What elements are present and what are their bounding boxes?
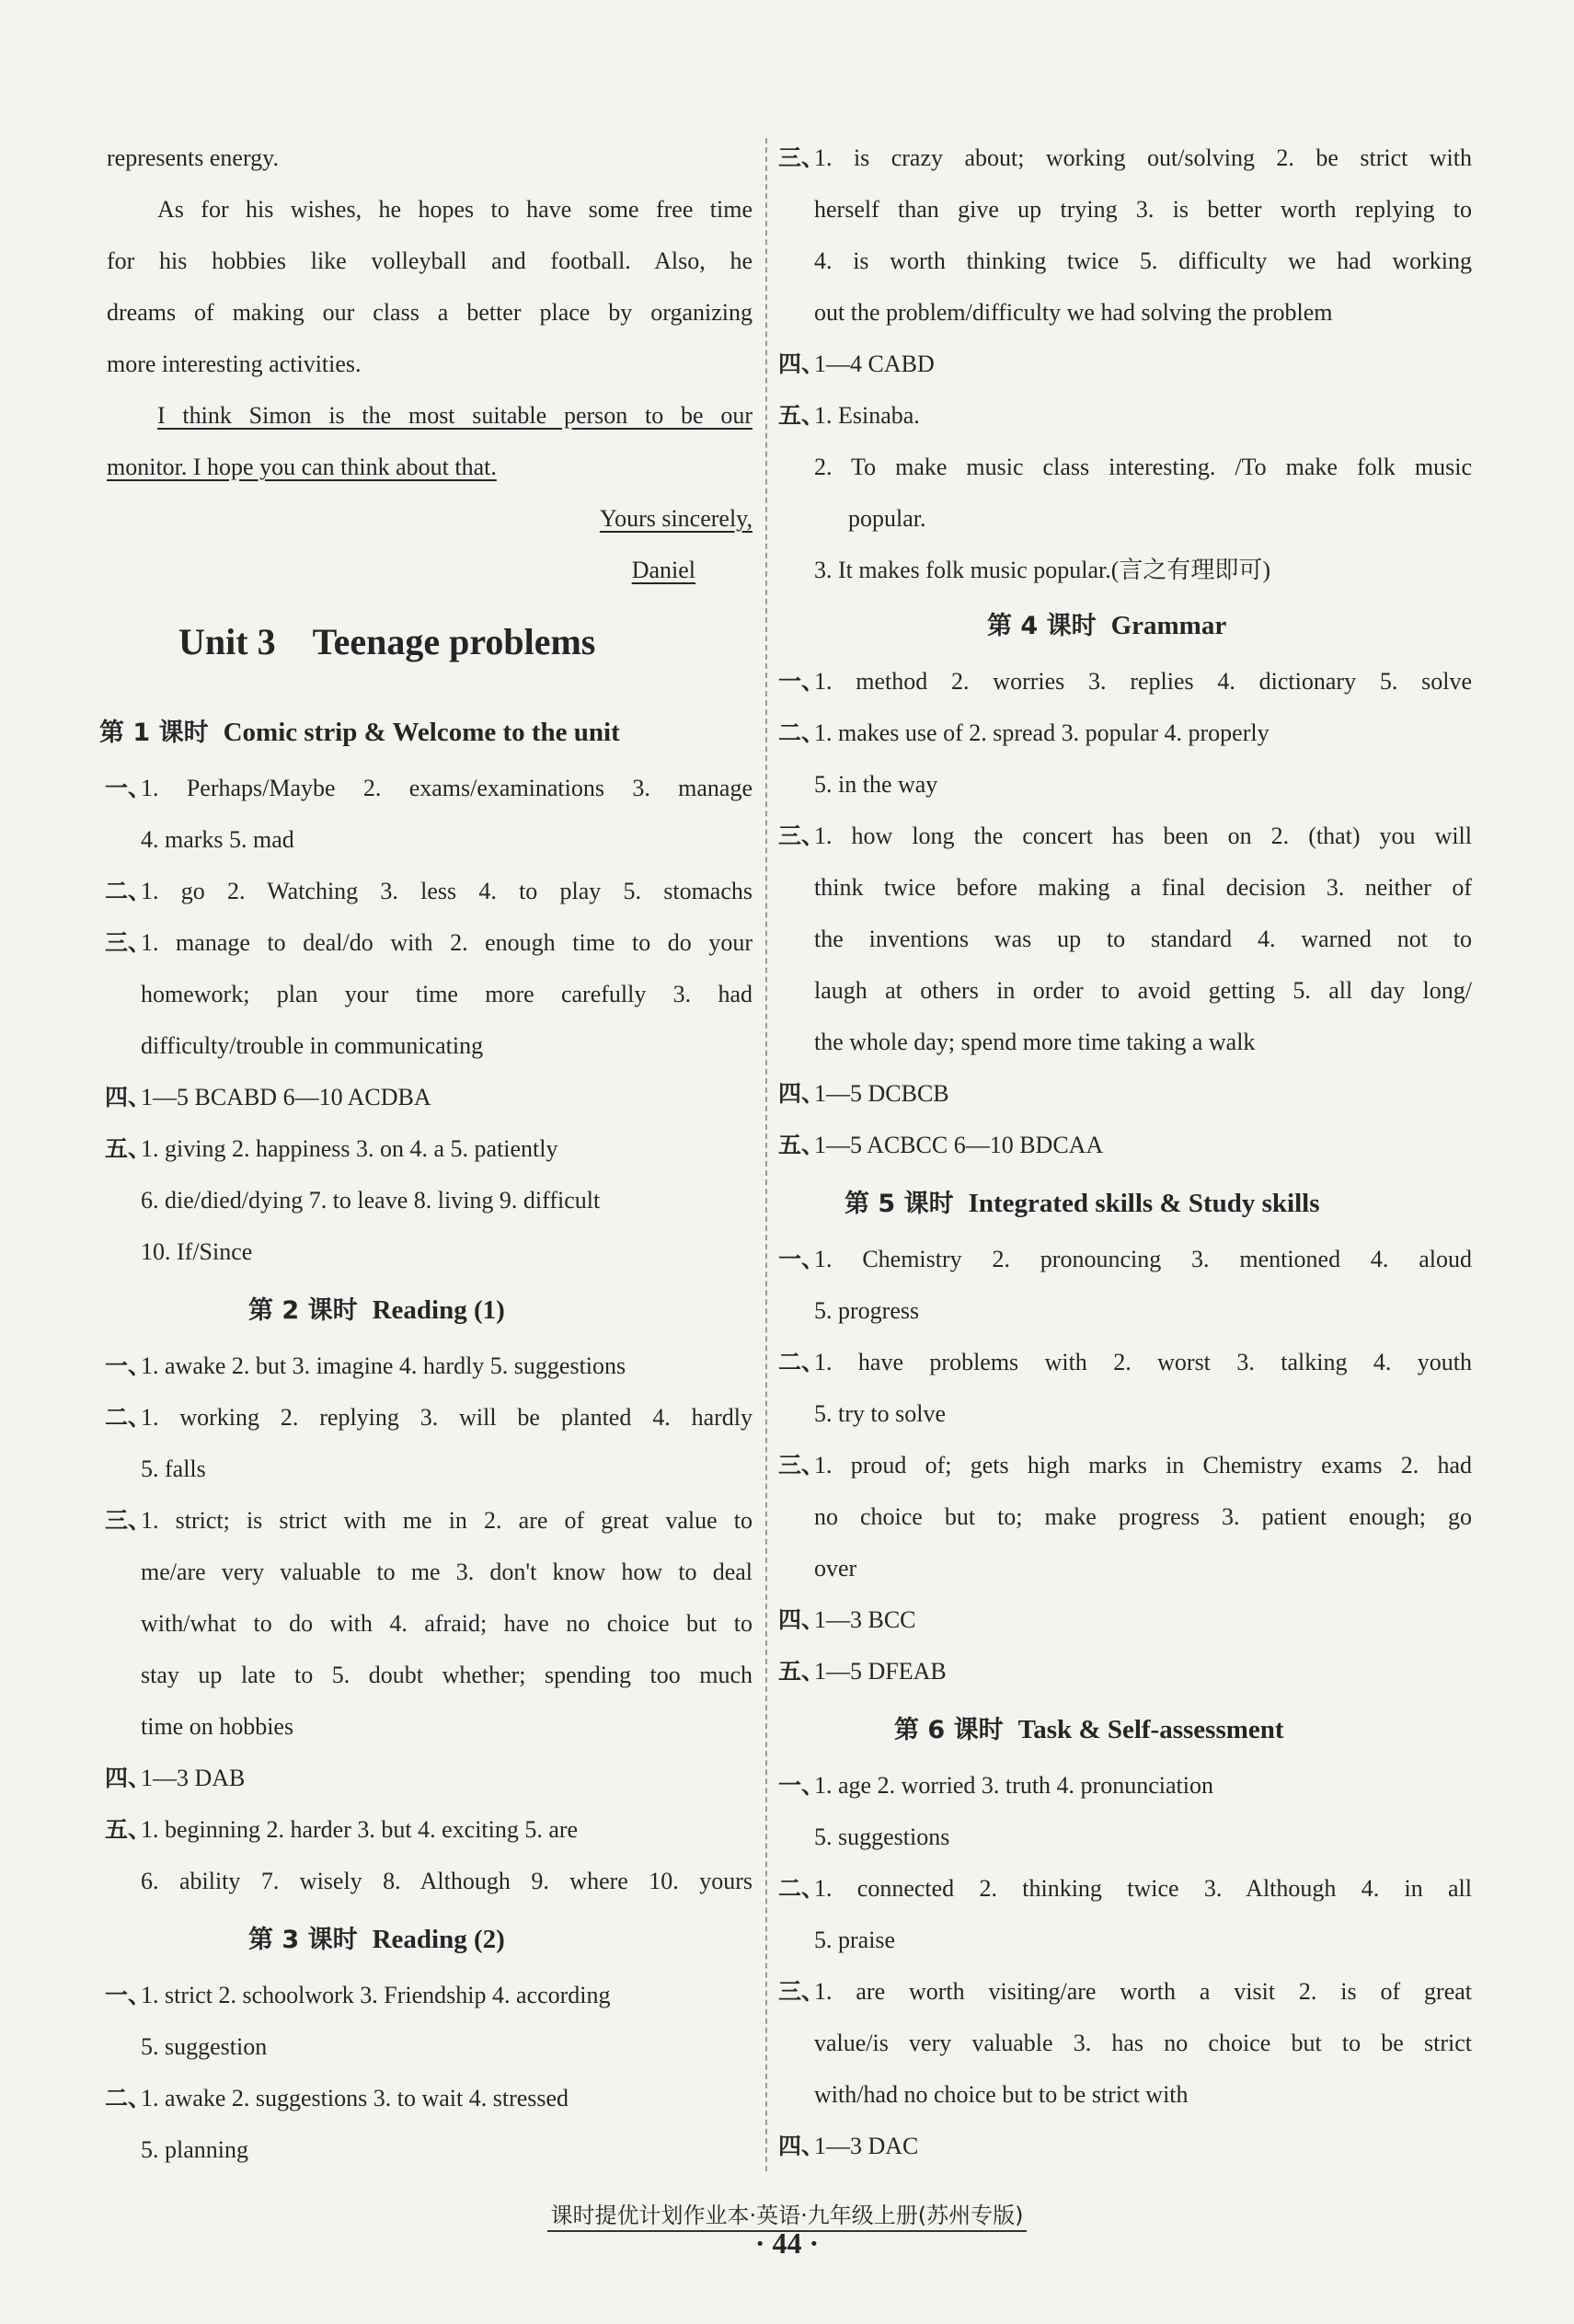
page-number: · 44 · (754, 2226, 820, 2260)
section-marker: 四、 (105, 1765, 152, 1791)
answer-text: 1—4 CABD (814, 351, 935, 377)
section-marker: 一、 (105, 1352, 152, 1379)
section-marker: 二、 (105, 878, 152, 904)
section-marker: 一、 (778, 1246, 825, 1272)
answer-text: 1. proud of; gets high marks in Chemistry exams 2. had (814, 1452, 1472, 1478)
section-marker: 三、 (778, 823, 825, 849)
answer-text: 1. manage to deal/do with 2. enough time to do your (141, 929, 753, 956)
answer-text: 1—5 BCABD 6—10 ACDBA (141, 1084, 431, 1110)
section-marker: 四、 (778, 1080, 825, 1107)
answer-line: 5. planning (141, 2136, 248, 2163)
section-marker: 二、 (778, 719, 825, 746)
answer-line: 2. To make music class interesting. /To make folk music (814, 454, 1472, 480)
answer-line: me/are very valuable to me 3. don't know how to deal (141, 1559, 753, 1585)
letter-signature: Daniel (631, 557, 695, 583)
section-marker: 五、 (105, 1816, 152, 1843)
book-title: 课时提优计划作业本·英语·九年级上册(苏州专版) (0, 2197, 1574, 2229)
section-marker: 一、 (778, 1772, 825, 1799)
letter-line: As for his wishes, he hopes to have some free time (157, 196, 753, 223)
answer-line: 3. It makes folk music popular.(言之有理即可) (814, 557, 1271, 583)
answer-text: 1—3 DAB (141, 1765, 246, 1791)
answer-text: 1. awake 2. but 3. imagine 4. hardly 5. suggestions (141, 1352, 626, 1379)
answer-line: difficulty/trouble in communicating (141, 1032, 484, 1059)
section-marker: 三、 (105, 1507, 152, 1534)
answer-text: 1. age 2. worried 3. truth 4. pronunciation (814, 1772, 1213, 1799)
section-marker: 四、 (778, 1606, 825, 1633)
answer-line: no choice but to; make progress 3. patient enough; go (814, 1503, 1472, 1530)
answer-text: 1—3 DAC (814, 2133, 919, 2159)
lesson-2-heading: 第 2 课时 Reading (1) (248, 1295, 505, 1325)
answer-text: 1. makes use of 2. spread 3. popular 4. properly (814, 719, 1270, 746)
section-marker: 五、 (105, 1135, 152, 1162)
section-marker: 二、 (105, 1404, 152, 1431)
letter-line-underlined: I think Simon is the most suitable person to be our (157, 402, 753, 429)
answer-text: 1. have problems with 2. worst 3. talking 4. youth (814, 1349, 1472, 1375)
section-marker: 五、 (778, 1658, 825, 1685)
section-marker: 二、 (778, 1349, 825, 1375)
answer-line: 6. die/died/dying 7. to leave 8. living 9. difficult (141, 1187, 601, 1214)
answer-text: 1. Esinaba. (814, 402, 920, 429)
answer-text: 1. strict; is strict with me in 2. are of great value to (141, 1507, 753, 1534)
answer-line: 5. praise (814, 1927, 896, 1953)
answer-line: with/had no choice but to be strict with (814, 2081, 1189, 2108)
answer-text: 1. giving 2. happiness 3. on 4. a 5. patiently (141, 1135, 558, 1162)
answer-line: 4. marks 5. mad (141, 826, 294, 853)
lesson-6-heading: 第 6 课时 Task & Self-assessment (894, 1715, 1284, 1744)
answer-text: 1. go 2. Watching 3. less 4. to play 5. stomachs (141, 878, 753, 904)
answer-line: value/is very valuable 3. has no choice but to be strict (814, 2030, 1472, 2056)
section-marker: 四、 (778, 351, 825, 377)
answer-text: 1—3 BCC (814, 1606, 916, 1633)
answer-line: 5. try to solve (814, 1400, 946, 1427)
answer-text: 1. connected 2. thinking twice 3. Although 4. in all (814, 1875, 1472, 1902)
section-marker: 四、 (778, 2133, 825, 2159)
lesson-3-heading: 第 3 课时 Reading (2) (248, 1925, 505, 1954)
column-divider (765, 138, 767, 2171)
section-marker: 一、 (105, 1982, 152, 2008)
answer-line: the inventions was up to standard 4. warned not to (814, 926, 1472, 952)
unit-title: Unit 3 Teenage problems (178, 621, 596, 662)
answer-text: 1. are worth visiting/are worth a visit 2. is of great (814, 1978, 1472, 2005)
letter-closing: Yours sincerely, (599, 505, 753, 532)
answer-line: 5. suggestions (814, 1824, 950, 1850)
section-marker: 一、 (105, 775, 152, 801)
answer-line: think twice before making a final decision 3. neither of (814, 874, 1472, 901)
answer-line: homework; plan your time more carefully 3. had (141, 981, 753, 1007)
answer-line: 5. falls (141, 1455, 206, 1482)
answer-line: stay up late to 5. doubt whether; spending too much (141, 1662, 753, 1688)
answer-line: 10. If/Since (141, 1238, 253, 1265)
answer-line: over (814, 1555, 857, 1582)
answer-text: 1. awake 2. suggestions 3. to wait 4. stressed (141, 2085, 569, 2111)
answer-text: 1. how long the concert has been on 2. (that) you will (814, 823, 1472, 849)
answer-line: out the problem/difficulty we had solving the problem (814, 299, 1333, 326)
lesson-1-heading: 第 1 课时 Comic strip & Welcome to the unit (99, 718, 620, 747)
answer-line: 5. suggestion (141, 2033, 268, 2060)
answer-text: 1. method 2. worries 3. replies 4. dictionary 5. solve (814, 668, 1472, 695)
answer-line: time on hobbies (141, 1713, 294, 1740)
answer-line: 4. is worth thinking twice 5. difficulty we had working (814, 247, 1472, 274)
section-marker: 五、 (778, 402, 825, 429)
answer-line: laugh at others in order to avoid getting 5. all day long/ (814, 977, 1472, 1004)
section-marker: 一、 (778, 668, 825, 695)
letter-line: represents energy. (107, 144, 279, 171)
section-marker: 三、 (778, 1978, 825, 2005)
answer-text: 1. Perhaps/Maybe 2. exams/examinations 3. manage (141, 775, 753, 801)
section-marker: 三、 (105, 929, 152, 956)
section-marker: 二、 (778, 1875, 825, 1902)
section-marker: 三、 (778, 144, 825, 171)
section-marker: 四、 (105, 1084, 152, 1110)
section-marker: 二、 (105, 2085, 152, 2111)
answer-text: 1—5 DCBCB (814, 1080, 949, 1107)
section-marker: 五、 (778, 1132, 825, 1158)
answer-text: 1. beginning 2. harder 3. but 4. exciting 5. are (141, 1816, 579, 1843)
letter-line: for his hobbies like volleyball and football. Also, he (107, 247, 753, 274)
answer-line: herself than give up trying 3. is better worth replying to (814, 196, 1472, 223)
answer-text: 1. strict 2. schoolwork 3. Friendship 4. according (141, 1982, 611, 2008)
answer-line: 5. progress (814, 1297, 920, 1324)
lesson-5-heading: 第 5 课时 Integrated skills & Study skills (844, 1189, 1320, 1218)
answer-text: 1—5 DFEAB (814, 1658, 947, 1685)
section-marker: 三、 (778, 1452, 825, 1478)
answer-line: 5. in the way (814, 771, 938, 798)
answer-line: the whole day; spend more time taking a walk (814, 1029, 1256, 1055)
answer-line: with/what to do with 4. afraid; have no choice but to (141, 1610, 753, 1637)
letter-line: dreams of making our class a better place by organizing (107, 299, 753, 326)
letter-line-underlined: monitor. I hope you can think about that. (107, 454, 497, 480)
answer-line: 6. ability 7. wisely 8. Although 9. where 10. yours (141, 1868, 753, 1894)
answer-line: popular. (848, 505, 926, 532)
lesson-4-heading: 第 4 课时 Grammar (987, 611, 1227, 640)
answer-text: 1—5 ACBCC 6—10 BDCAA (814, 1132, 1104, 1158)
letter-line: more interesting activities. (107, 351, 362, 377)
answer-text: 1. is crazy about; working out/solving 2. be strict with (814, 144, 1472, 171)
answer-text: 1. Chemistry 2. pronouncing 3. mentioned 4. aloud (814, 1246, 1472, 1272)
answer-text: 1. working 2. replying 3. will be planted 4. hardly (141, 1404, 753, 1431)
